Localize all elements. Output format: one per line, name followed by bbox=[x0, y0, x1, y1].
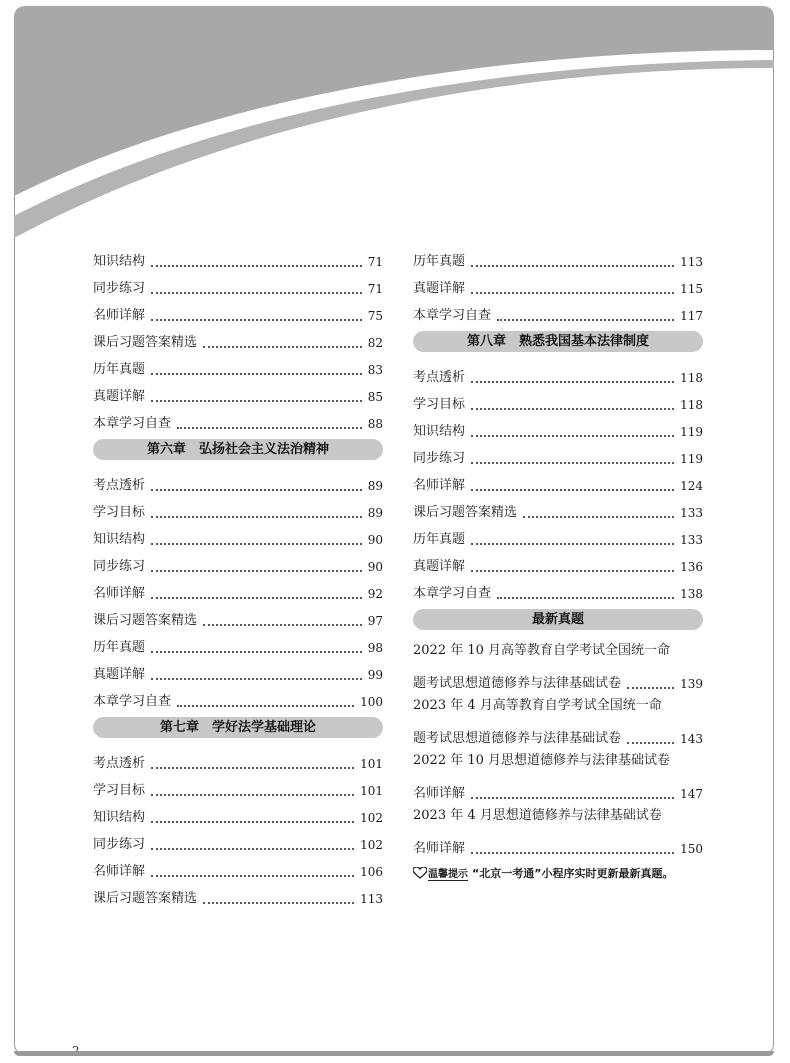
chapter-heading: 第七章 学好法学基础理论 bbox=[93, 717, 383, 738]
dot-leader bbox=[151, 265, 362, 267]
toc-entry-page: 97 bbox=[367, 614, 383, 628]
toc-entry[interactable] bbox=[93, 548, 383, 575]
toc-entry[interactable] bbox=[413, 270, 703, 297]
toc-entry[interactable] bbox=[413, 830, 703, 857]
header-decoration bbox=[14, 6, 774, 246]
toc-entry-page: 102 bbox=[360, 838, 383, 852]
toc-entry-page: 106 bbox=[360, 865, 383, 879]
toc-entry-title: 课后习题答案精选 bbox=[93, 613, 198, 628]
toc-entry-title: 真题详解 bbox=[413, 281, 466, 296]
toc-entry[interactable] bbox=[413, 467, 703, 494]
toc-entry-title: 课后习题答案精选 bbox=[413, 505, 518, 520]
toc-entry-page: 99 bbox=[367, 668, 383, 682]
toc-entry-title: 本章学习自查 bbox=[93, 416, 172, 431]
dot-leader bbox=[151, 400, 362, 402]
toc-entry-title: 同步练习 bbox=[93, 559, 146, 574]
dot-leader bbox=[497, 597, 674, 599]
toc-entry[interactable] bbox=[93, 467, 383, 494]
toc-entry[interactable] bbox=[413, 665, 703, 692]
toc-entry[interactable] bbox=[413, 386, 703, 413]
dot-leader bbox=[151, 373, 362, 375]
toc-entry-title: 同步练习 bbox=[93, 281, 146, 296]
toc-entry-title: 本章学习自查 bbox=[413, 308, 492, 323]
toc-entry-title: 知识结构 bbox=[413, 424, 466, 439]
toc-entry[interactable] bbox=[413, 575, 703, 602]
toc-entry[interactable] bbox=[93, 351, 383, 378]
toc-entry[interactable] bbox=[93, 494, 383, 521]
dot-leader bbox=[203, 346, 362, 348]
toc-right-column bbox=[413, 243, 703, 881]
toc-entry-page: 115 bbox=[680, 282, 703, 296]
toc-entry[interactable] bbox=[93, 772, 383, 799]
dot-leader bbox=[627, 742, 674, 744]
toc-entry[interactable] bbox=[413, 521, 703, 548]
toc-entry-page: 100 bbox=[360, 695, 383, 709]
toc-entry-title: 历年真题 bbox=[413, 532, 466, 547]
toc-entry-title: 学习目标 bbox=[93, 505, 146, 520]
toc-entry[interactable] bbox=[413, 243, 703, 270]
toc-entry-title: 课后习题答案精选 bbox=[93, 891, 198, 906]
dot-leader bbox=[471, 570, 674, 572]
toc-entry[interactable] bbox=[93, 602, 383, 629]
dot-leader bbox=[151, 489, 362, 491]
toc-entry[interactable] bbox=[93, 297, 383, 324]
toc-entry-page: 118 bbox=[680, 398, 703, 412]
dot-leader bbox=[151, 678, 362, 680]
dot-leader bbox=[471, 435, 674, 437]
toc-entry[interactable] bbox=[93, 745, 383, 772]
toc-entry-page: 143 bbox=[680, 732, 703, 746]
dot-leader bbox=[497, 319, 674, 321]
toc-entry[interactable] bbox=[93, 324, 383, 351]
toc-entry[interactable] bbox=[93, 270, 383, 297]
toc-entry-title: 题考试思想道德修养与法律基础试卷 bbox=[413, 676, 622, 691]
toc-entry-title: 名师详解 bbox=[93, 308, 146, 323]
toc-entry[interactable] bbox=[93, 629, 383, 656]
dot-leader bbox=[203, 624, 362, 626]
toc-entry-page: 119 bbox=[680, 452, 703, 466]
toc-entry-title: 历年真题 bbox=[93, 640, 146, 655]
toc-entry[interactable] bbox=[413, 440, 703, 467]
dot-leader bbox=[177, 427, 362, 429]
dot-leader bbox=[471, 292, 674, 294]
toc-entry-page: 102 bbox=[360, 811, 383, 825]
toc-entry-page: 113 bbox=[360, 892, 383, 906]
toc-entry-page: 101 bbox=[360, 757, 383, 771]
tip-badge bbox=[413, 865, 468, 881]
toc-entry-page: 101 bbox=[360, 784, 383, 798]
dot-leader bbox=[151, 597, 362, 599]
toc-entry[interactable] bbox=[93, 853, 383, 880]
toc-entry-title: 知识结构 bbox=[93, 254, 146, 269]
toc-entry[interactable] bbox=[93, 521, 383, 548]
toc-entry-title: 历年真题 bbox=[413, 254, 466, 269]
toc-entry-page: 82 bbox=[367, 336, 383, 350]
toc-entry-title: 同步练习 bbox=[93, 837, 146, 852]
toc-entry-title: 名师详解 bbox=[413, 841, 466, 856]
toc-entry-title: 知识结构 bbox=[93, 810, 146, 825]
toc-entry[interactable] bbox=[93, 575, 383, 602]
toc-entry[interactable] bbox=[93, 656, 383, 683]
heart-icon bbox=[413, 867, 427, 879]
toc-entry[interactable] bbox=[93, 880, 383, 907]
toc-text-line: 2022 年 10 月思想道德修养与法律基础试卷 bbox=[413, 753, 671, 768]
toc-entry-title: 本章学习自查 bbox=[93, 694, 172, 709]
toc-entry-page: 89 bbox=[367, 479, 383, 493]
toc-entry-page: 71 bbox=[367, 282, 383, 296]
toc-entry-page: 75 bbox=[367, 309, 383, 323]
toc-entry-page: 89 bbox=[367, 506, 383, 520]
toc-entry[interactable] bbox=[413, 720, 703, 747]
chapter-heading: 第八章 熟悉我国基本法律制度 bbox=[413, 331, 703, 352]
toc-entry-title: 课后习题答案精选 bbox=[93, 335, 198, 350]
toc-entry-title: 名师详解 bbox=[413, 478, 466, 493]
toc-entry[interactable] bbox=[93, 405, 383, 432]
tip-badge-label: 温馨提示 bbox=[428, 865, 468, 881]
toc-entry-page: 119 bbox=[680, 425, 703, 439]
toc-entry[interactable] bbox=[93, 683, 383, 710]
toc-entry[interactable] bbox=[413, 359, 703, 386]
toc-entry-title: 真题详解 bbox=[93, 389, 146, 404]
toc-entry-title: 考点透析 bbox=[93, 756, 146, 771]
toc-entry-page: 71 bbox=[367, 255, 383, 269]
toc-entry-page: 124 bbox=[680, 479, 703, 493]
toc-left-column bbox=[93, 243, 383, 907]
toc-entry-page: 133 bbox=[680, 533, 703, 547]
toc-entry-page: 150 bbox=[680, 842, 703, 856]
toc-entry-title: 学习目标 bbox=[93, 783, 146, 798]
toc-entry-page: 117 bbox=[680, 309, 703, 323]
toc-entry-title: 题考试思想道德修养与法律基础试卷 bbox=[413, 731, 622, 746]
dot-leader bbox=[151, 516, 362, 518]
dot-leader bbox=[471, 543, 674, 545]
chapter-heading: 最新真题 bbox=[413, 609, 703, 630]
toc-entry-page: 138 bbox=[680, 587, 703, 601]
toc-entry-page: 136 bbox=[680, 560, 703, 574]
dot-leader bbox=[151, 767, 354, 769]
toc-entry-page: 118 bbox=[680, 371, 703, 385]
toc-entry[interactable] bbox=[413, 548, 703, 575]
toc-entry-page: 90 bbox=[367, 533, 383, 547]
tip-text: “北京一考通”小程序实时更新最新真题。 bbox=[472, 867, 674, 880]
dot-leader bbox=[471, 265, 674, 267]
toc-entry-title: 名师详解 bbox=[93, 864, 146, 879]
dot-leader bbox=[151, 543, 362, 545]
dot-leader bbox=[151, 651, 362, 653]
toc-entry[interactable] bbox=[93, 799, 383, 826]
toc-entry-title: 学习目标 bbox=[413, 397, 466, 412]
dot-leader bbox=[627, 687, 674, 689]
dot-leader bbox=[471, 797, 674, 799]
dot-leader bbox=[151, 319, 362, 321]
toc-text-line: 2023 年 4 月高等教育自学考试全国统一命 bbox=[413, 698, 662, 713]
toc-entry-page: 98 bbox=[367, 641, 383, 655]
toc-entry-page: 83 bbox=[367, 363, 383, 377]
toc-entry-title: 名师详解 bbox=[93, 586, 146, 601]
toc-entry-title: 真题详解 bbox=[93, 667, 146, 682]
toc-entry-page: 90 bbox=[367, 560, 383, 574]
dot-leader bbox=[151, 875, 354, 877]
toc-entry[interactable] bbox=[413, 775, 703, 802]
toc-entry-title: 本章学习自查 bbox=[413, 586, 492, 601]
toc-entry-page: 147 bbox=[680, 787, 703, 801]
toc-entry[interactable] bbox=[413, 494, 703, 521]
toc-entry[interactable] bbox=[413, 413, 703, 440]
toc-entry-title: 考点透析 bbox=[93, 478, 146, 493]
toc-entry[interactable] bbox=[93, 826, 383, 853]
toc-entry-page: 88 bbox=[367, 417, 383, 431]
toc-entry-page: 139 bbox=[680, 677, 703, 691]
dot-leader bbox=[471, 852, 674, 854]
toc-entry[interactable] bbox=[93, 378, 383, 405]
toc-entry-page: 113 bbox=[680, 255, 703, 269]
toc-entry-title: 考点透析 bbox=[413, 370, 466, 385]
dot-leader bbox=[151, 821, 354, 823]
dot-leader bbox=[471, 408, 674, 410]
dot-leader bbox=[523, 516, 674, 518]
toc-entry-title: 真题详解 bbox=[413, 559, 466, 574]
toc-text-line: 2023 年 4 月思想道德修养与法律基础试卷 bbox=[413, 808, 662, 823]
toc-entry-page: 85 bbox=[367, 390, 383, 404]
dot-leader bbox=[471, 489, 674, 491]
dot-leader bbox=[151, 292, 362, 294]
toc-entry-title: 知识结构 bbox=[93, 532, 146, 547]
tip-note bbox=[413, 865, 703, 881]
dot-leader bbox=[151, 848, 354, 850]
toc-entry-title: 同步练习 bbox=[413, 451, 466, 466]
toc-entry-title: 历年真题 bbox=[93, 362, 146, 377]
dot-leader bbox=[471, 462, 674, 464]
chapter-heading: 第六章 弘扬社会主义法治精神 bbox=[93, 439, 383, 460]
dot-leader bbox=[151, 794, 354, 796]
toc-entry[interactable] bbox=[93, 243, 383, 270]
toc-entry-title: 名师详解 bbox=[413, 786, 466, 801]
toc-entry[interactable] bbox=[413, 297, 703, 324]
dot-leader bbox=[471, 381, 674, 383]
bottom-bar bbox=[14, 1051, 774, 1056]
dot-leader bbox=[203, 902, 354, 904]
toc-text-line: 2022 年 10 月高等教育自学考试全国统一命 bbox=[413, 643, 671, 658]
toc-entry-page: 92 bbox=[367, 587, 383, 601]
dot-leader bbox=[151, 570, 362, 572]
toc-entry-page: 133 bbox=[680, 506, 703, 520]
dot-leader bbox=[177, 705, 354, 707]
